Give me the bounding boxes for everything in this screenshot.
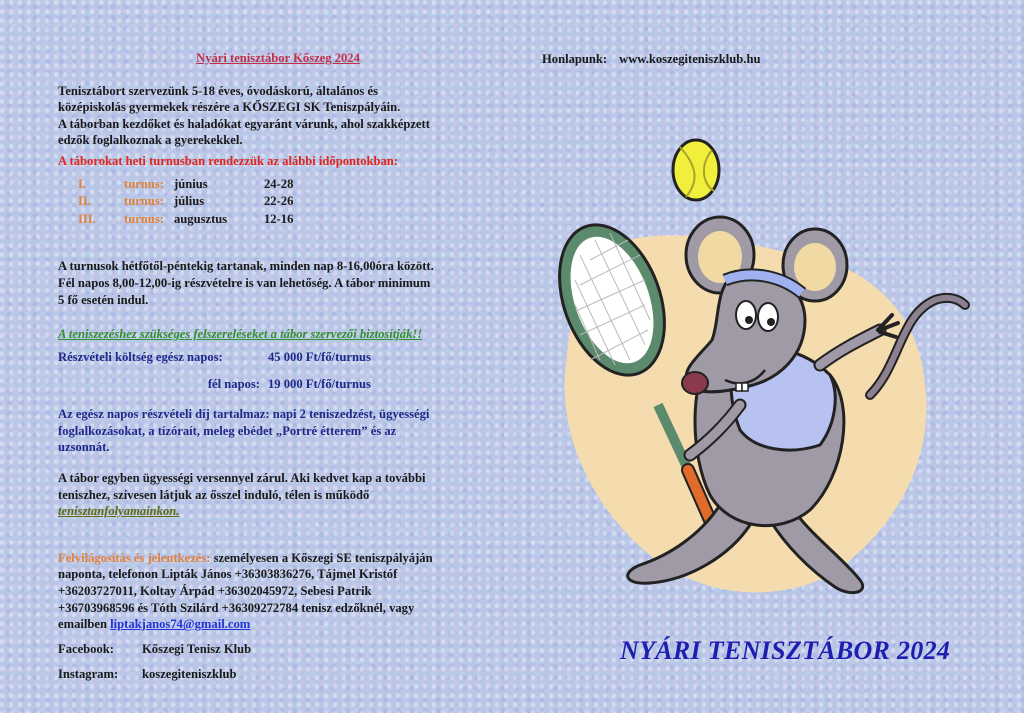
instagram-label: Instagram: xyxy=(58,667,119,682)
hours-line-3: 5 fő esetén indul. xyxy=(58,292,149,307)
ending-line-2: teniszhez, szívesen látjuk az ősszel induló, télen is működő xyxy=(58,487,370,502)
big-title: NYÁRI TENISZTÁBOR 2024 xyxy=(620,636,951,665)
turnus-table xyxy=(78,176,293,229)
cost-label: Részvételi költség egész napos: xyxy=(58,349,223,364)
email-line xyxy=(58,616,498,633)
turnus-month: június xyxy=(174,176,208,191)
website-line xyxy=(542,52,760,67)
turnus-word: turnus: xyxy=(124,211,164,226)
schedule-heading: A táborokat heti turnusban rendezzük az alábbi időpontokban: xyxy=(58,154,398,169)
intro-line-3: A táborban kezdőket és haladókat egyaránt várunk, ahol szakképzett xyxy=(58,116,430,131)
cost-row-half-day xyxy=(58,376,498,393)
contact-line-1 xyxy=(58,550,498,567)
includes-line-1: Az egész napos részvételi díj tartalmaz: napi 2 teniszedzést, ügyességi xyxy=(58,407,430,422)
header-title: Nyári tenisztábor Kőszeg 2024 xyxy=(196,51,360,65)
cost-row-full-day xyxy=(58,349,498,366)
intro-line-2: középiskolás gyermekek részére a KŐSZEGI SK Teniszpályáin. xyxy=(58,100,401,115)
contact-line-3: +36203727011, Koltay Árpád +36302045972, Sebesi Patrik xyxy=(58,584,372,599)
left-column xyxy=(58,50,498,683)
turnus-row xyxy=(78,211,293,229)
contact-label: Felvilágosítás és jelentkezés: xyxy=(58,550,211,565)
includes-line-3: uzsonnát. xyxy=(58,440,110,455)
turnus-dates: 24-28 xyxy=(264,176,294,191)
turnus-number: II. xyxy=(78,194,91,209)
cost-value: 19 000 Ft/fő/turnus xyxy=(268,376,371,391)
turnus-word: turnus: xyxy=(124,194,164,209)
intro-line-1: Tenisztábort szervezünk 5-18 éves, óvodáskorú, általános és xyxy=(58,83,378,98)
intro-line-4: edzők foglalkoznak a gyerekekkel. xyxy=(58,133,243,148)
contact-first: személyesen a Kőszegi SE teniszpályáján xyxy=(210,550,433,565)
includes-line-2: foglalkozásokat, a tízóraít, meleg ebédet „Portré étterem” és az xyxy=(58,423,397,438)
turnus-dates: 22-26 xyxy=(264,194,294,209)
contact-line-2: naponta, telefonon Lipták János +36303836276, Tájmel Kristóf xyxy=(58,567,398,582)
turnus-month: augusztus xyxy=(174,211,228,226)
turnus-dates: 12-16 xyxy=(264,211,294,226)
email-prefix: emailben xyxy=(58,617,111,632)
turnus-month: július xyxy=(174,194,205,209)
instagram-value: koszegiteniszklub xyxy=(142,667,237,682)
turnus-row xyxy=(78,176,293,194)
email-link[interactable]: liptakjanos74@gmail.com xyxy=(110,617,251,632)
facebook-value: Kőszegi Tenisz Klub xyxy=(142,641,252,656)
equipment-note: A teniszezéshez szükséges felszereléseket a tábor szervezői biztosítják!! xyxy=(58,327,423,342)
facebook-label: Facebook: xyxy=(58,641,114,656)
hours-line-2: Fél napos 8,00-12,00-ig részvételre is van lehetőség. A tábor minimum xyxy=(58,276,431,291)
cost-value: 45 000 Ft/fő/turnus xyxy=(268,349,371,364)
ending-line-1: A tábor egyben ügyességi versennyel zárul. Aki kedvet kap a további xyxy=(58,470,426,485)
facebook-row xyxy=(58,641,498,658)
hours-line-1: A turnusok hétfőtől-péntekig tartanak, minden nap 8-16,00óra között. xyxy=(58,259,434,274)
website-link[interactable]: www.koszegiteniszklub.hu xyxy=(619,52,761,66)
instagram-row xyxy=(58,666,498,683)
contact-line-4: +36703968596 és Tóth Szilárd +36309272784 tenisz edzőknél, vagy xyxy=(58,600,415,615)
turnus-row xyxy=(78,193,293,211)
tennis-ball-icon xyxy=(673,140,719,200)
turnus-word: turnus: xyxy=(124,176,164,191)
cost-label: fél napos: xyxy=(207,376,260,391)
tennis-mouse-illustration xyxy=(540,125,980,615)
turnus-number: III. xyxy=(78,211,96,226)
courses-link[interactable]: tenisztanfolyamainkon. xyxy=(58,504,180,519)
website-label: Honlapunk: xyxy=(542,52,608,66)
turnus-number: I. xyxy=(78,176,87,191)
